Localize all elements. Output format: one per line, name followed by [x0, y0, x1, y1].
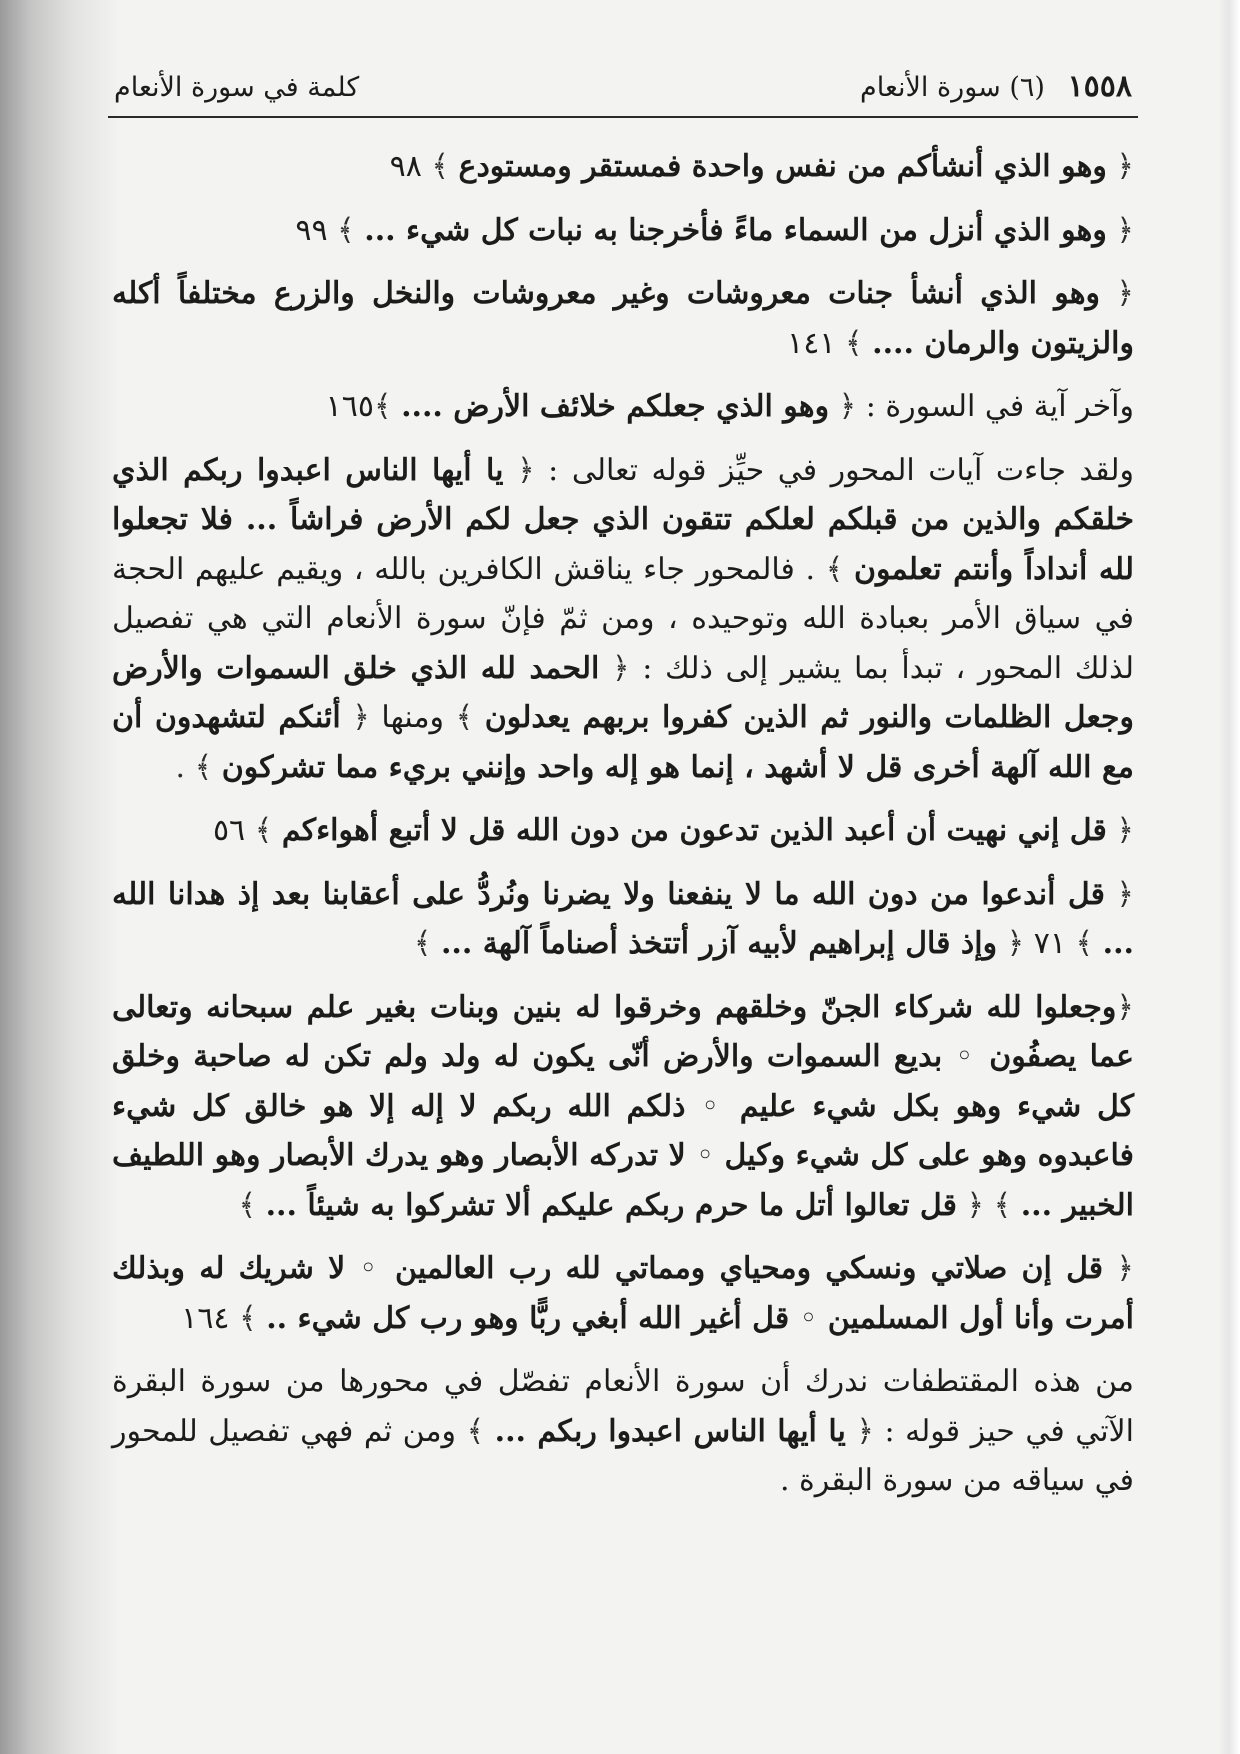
body-text-run: ومن ثم فهي تفصيل للمحور في سياقه من سورة البقرة .: [112, 1413, 1134, 1498]
quran-text: أئنكم لتشهدون أن مع الله آلهة أخرى قل لا أشهد ، إنما هو إله واحد وإنني بريء مما تشركون: [112, 700, 1134, 785]
body-text-run: من هذه المقتطفات ندرك أن سورة الأنعام تفصّل في محورها من سورة البقرة الآتي في حيز قوله :: [112, 1364, 1134, 1449]
page-edge: [1218, 0, 1240, 1754]
page-content: [108, 58, 1138, 1738]
quran-text: وهو الذي أنشأكم من نفس واحدة فمستقر ومستودع: [458, 149, 1107, 184]
verse-reference: ٩٨: [389, 149, 422, 184]
last-verse-paragraph: [112, 382, 1134, 432]
bracket-ornament: ﴾: [421, 149, 459, 184]
quran-text: يا أيها الناس اعبدوا ربكم ...: [494, 1413, 846, 1449]
axis-discussion-paragraph: [112, 446, 1134, 793]
quran-text: وإذ قال إبراهيم لأبيه آزر أتتخذ أصناماً آلهة ...: [440, 926, 998, 961]
bracket-ornament: ﴿: [1106, 212, 1134, 248]
body-text: [108, 118, 1138, 1506]
body-text-run: وآخر آية في السورة :: [856, 389, 1134, 424]
header-left-group: [860, 58, 1132, 117]
bracket-ornament: ﴾: [373, 389, 402, 424]
verse-141: [112, 269, 1134, 368]
running-header: [108, 58, 1138, 118]
verse-164: [112, 1244, 1134, 1343]
quran-text: يا أيها الناس اعبدوا ربكم الذي خلقكم والذين من قبلكم لعلكم تتقون الذي جعل لكم الأرض فراشاً ... فلا تجعلوا لله أنداداً وأنتم تعلمون: [112, 452, 1134, 587]
verse-reference: ٥٦: [212, 813, 246, 848]
bracket-ornament: ﴾: [815, 551, 854, 587]
quran-text: قل تعالوا أتل ما حرم ربكم عليكم ألا تشركوا به شيئاً ...: [265, 1187, 957, 1223]
bracket-ornament: ﴿: [829, 389, 857, 424]
bracket-ornament: ﴿: [1104, 876, 1134, 912]
bracket-ornament: ﴿: [503, 452, 535, 488]
bracket-ornament: ﴾: [413, 926, 441, 961]
section-title: كلمة في سورة الأنعام: [114, 72, 360, 103]
conclusion-paragraph: [112, 1357, 1134, 1506]
quran-text: وهو الذي جعلكم خلائف الأرض ....: [401, 389, 830, 424]
bracket-ornament: ﴿: [1116, 989, 1134, 1025]
bracket-ornament: ﴾: [238, 1187, 266, 1223]
bracket-ornament: ﴿: [1100, 276, 1134, 311]
quran-text: قل إني نهيت أن أعبد الذين تدعون من دون الله قل لا أتبع أهواءكم: [281, 813, 1107, 848]
verse-98: [112, 142, 1134, 192]
quran-text: قل إن صلاتي ونسكي ومحياي ومماتي لله رب العالمين ◦ لا شريك له وبذلك أمرت وأنا أول المسلمين ◦ قل أغير الله أبغي ربًّا وهو رب كل شيء ..: [112, 1251, 1134, 1336]
bracket-ornament: ﴿: [340, 700, 370, 735]
bracket-ornament: ﴾: [1066, 926, 1103, 961]
chapter-label: (٦) سورة الأنعام: [860, 72, 1045, 103]
verse-56: [112, 806, 1134, 856]
bracket-ornament: ﴾: [327, 212, 365, 248]
verse-reference: ١٦٥: [325, 389, 374, 424]
page-number: ١٥٥٨: [1067, 69, 1132, 104]
bracket-ornament: ﴿: [997, 926, 1034, 961]
body-text-run: . فالمحور جاء يناقش الكافرين بالله ، ويقيم عليهم الحجة في سياق الأمر بعبادة الله وتوحيده ، ومن ثمّ فإنّ سورة الأنعام التي هي تفصيل لذلك المحور ، تبدأ بما يشير إلى ذلك :: [112, 551, 1135, 686]
quran-text: وهو الذي أنشأ جنات معروشات وغير معروشات والنخل والزرع مختلفاً أكله والزيتون والرمان ....: [112, 276, 1134, 361]
verse-reference: ٩٩: [295, 212, 328, 248]
bracket-ornament: ﴾: [984, 1187, 1021, 1223]
bracket-ornament: ﴿: [599, 650, 630, 686]
verse-reference: ٧١: [1033, 926, 1066, 961]
verse-99: [112, 206, 1134, 256]
quran-text: وهو الذي أنزل من السماء ماءً فأخرجنا به نبات كل شيء ...: [364, 212, 1107, 248]
body-text-run: ومنها: [369, 700, 445, 735]
book-spine-shadow: [0, 0, 120, 1754]
bracket-ornament: ﴿: [845, 1413, 874, 1449]
bracket-ornament: ﴾: [835, 325, 873, 361]
bracket-ornament: ﴾: [245, 813, 282, 848]
body-text-run: ولقد جاءت آيات المحور في حيِّز قوله تعالى :: [534, 452, 1134, 488]
bracket-ornament: ﴿: [1106, 813, 1134, 848]
bracket-ornament: ﴾: [229, 1300, 267, 1336]
bracket-ornament: ﴾ .: [175, 749, 222, 785]
quran-text: وجعلوا لله شركاء الجنّ وخلقهم وخرقوا له بنين وبنات بغير علم سبحانه وتعالى عما يصفُون ◦ بديع السموات والأرض أنّى يكون له ولد ولم تكن له صاحبة وخلق كل شيء وهو بكل شيء عليم ◦ ذلكم الله ربكم لا إله إلا هو خالق كل شيء فاعبدوه وهو على كل شيء وكيل ◦ لا تدركه الأبصار وهو يدرك الأبصار وهو اللطيف الخبير ...: [112, 989, 1134, 1223]
quran-text: الحمد لله الذي خلق السموات والأرض وجعل الظلمات والنور ثم الذين كفروا بربهم يعدلون: [112, 650, 1135, 735]
quran-text: قل أندعوا من دون الله ما لا ينفعنا ولا يضرنا ونُردُّ على أعقابنا بعد إذ هدانا الله ...: [112, 876, 1134, 961]
bracket-ornament: ﴾: [444, 700, 485, 735]
bracket-ornament: ﴾: [456, 1413, 495, 1449]
verse-reference: ١٦٤: [181, 1300, 230, 1336]
bracket-ornament: ﴿: [956, 1187, 985, 1223]
verse-reference: ١٤١: [787, 325, 836, 361]
bracket-ornament: ﴿: [1106, 149, 1134, 184]
bracket-ornament: ﴿: [1103, 1251, 1134, 1286]
verse-71: [112, 870, 1134, 969]
verses-100-151: [112, 983, 1134, 1231]
